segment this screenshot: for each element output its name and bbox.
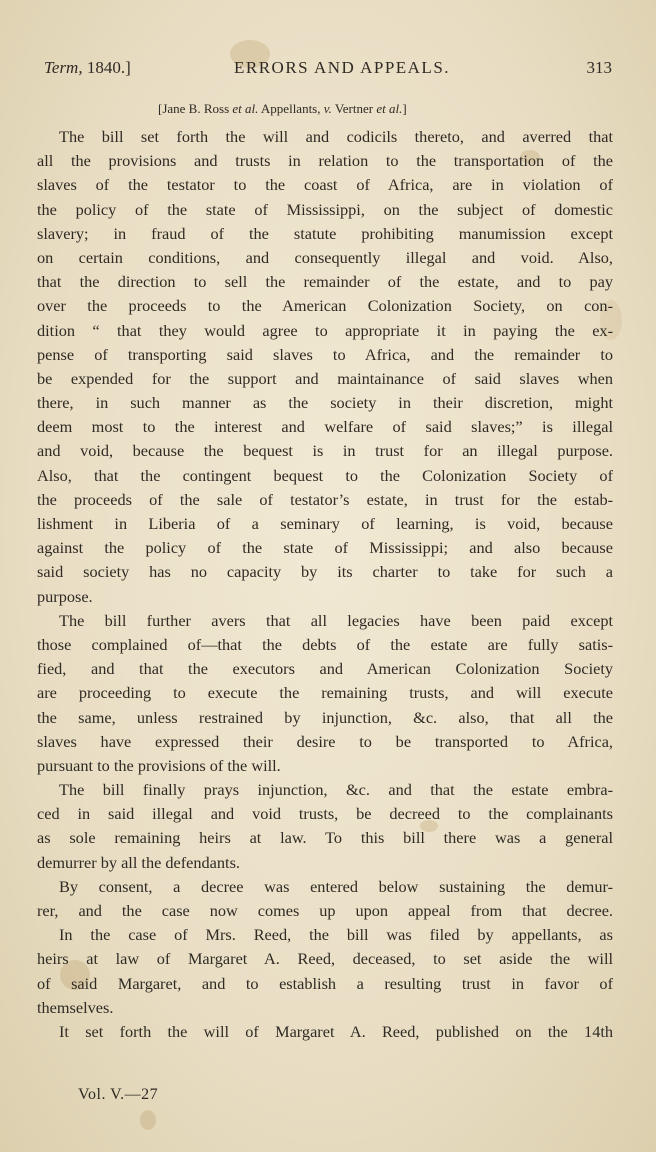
text-line: the same, unless restrained by injunction, &c. also, that all the <box>37 707 613 727</box>
text-line: the proceeds of the sale of testator’s estate, in trust for the estab- <box>37 489 613 509</box>
text-line: fied, and that the executors and American Colonization Society <box>37 659 613 679</box>
text-line: the policy of the state of Mississippi, on the subject of domestic <box>37 199 613 219</box>
text-line: dition “ that they would agree to appropriate it in paying the ex- <box>37 320 613 340</box>
term-label: Term, 1840.] <box>44 58 131 77</box>
page-number: 313 <box>586 58 612 77</box>
text-line: In the case of Mrs. Reed, the bill was filed by appellants, as <box>59 925 613 945</box>
text-line: deem most to the interest and welfare of said slaves;” is illegal <box>37 417 613 437</box>
text-line: purpose. <box>37 586 93 606</box>
case-caption: [Jane B. Ross et al. Appellants, v. Vertner et al.] <box>158 101 407 116</box>
running-title: ERRORS AND APPEALS. <box>234 58 451 77</box>
text-line: The bill finally prays injunction, &c. and that the estate embra- <box>59 780 613 800</box>
text-line: are proceeding to execute the remaining trusts, and will execute <box>37 683 613 703</box>
running-header <box>44 58 612 84</box>
text-line: those complained of—that the debts of the estate are fully satis- <box>37 634 613 654</box>
text-line: said society has no capacity by its charter to take for such a <box>37 562 613 582</box>
text-line: as sole remaining heirs at law. To this bill there was a general <box>37 828 613 848</box>
text-line: on certain conditions, and consequently illegal and void. Also, <box>37 247 613 267</box>
text-line: over the proceeds to the American Colonization Society, on con- <box>37 296 613 316</box>
text-line: themselves. <box>37 997 114 1017</box>
text-line: of said Margaret, and to establish a resulting trust in favor of <box>37 973 613 993</box>
text-line: slaves have expressed their desire to be transported to Africa, <box>37 731 613 751</box>
text-line: all the provisions and trusts in relation to the transportation of the <box>37 151 613 171</box>
text-line: The bill set forth the will and codicils thereto, and averred that <box>59 127 613 146</box>
signature-mark: Vol. V.—27 <box>78 1086 159 1103</box>
text-line: that the direction to sell the remainder of the estate, and to pay <box>37 272 613 292</box>
text-line: It set forth the will of Margaret A. Reed, published on the 14th <box>59 1021 613 1041</box>
text-line: and void, because the bequest is in trust for an illegal purpose. <box>37 441 613 461</box>
text-line: demurrer by all the defendants. <box>37 852 240 872</box>
text-line: be expended for the support and maintainance of said slaves when <box>37 368 613 388</box>
text-line: slavery; in fraud of the statute prohibiting manumission except <box>37 223 613 243</box>
text-line: By consent, a decree was entered below sustaining the demur- <box>59 876 613 896</box>
text-line: slaves of the testator to the coast of Africa, are in violation of <box>37 175 613 195</box>
body-text <box>37 125 613 1044</box>
text-line: rer, and the case now comes up upon appeal from that decree. <box>37 901 613 920</box>
text-line: against the policy of the state of Mississippi; and also because <box>37 538 613 558</box>
text-line: lishment in Liberia of a seminary of learning, is void, because <box>37 514 613 533</box>
text-line: The bill further avers that all legacies have been paid except <box>59 610 613 630</box>
text-line: heirs at law of Margaret A. Reed, deceased, to set aside the will <box>37 949 613 969</box>
text-line: ced in said illegal and void trusts, be decreed to the complainants <box>37 804 613 824</box>
text-line: Also, that the contingent bequest to the Colonization Society of <box>37 465 613 485</box>
text-line: there, in such manner as the society in their discretion, might <box>37 393 613 413</box>
text-line: pursuant to the provisions of the will. <box>37 755 281 775</box>
text-line: pense of transporting said slaves to Africa, and the remainder to <box>37 344 613 364</box>
foxing-spot <box>140 1110 156 1130</box>
